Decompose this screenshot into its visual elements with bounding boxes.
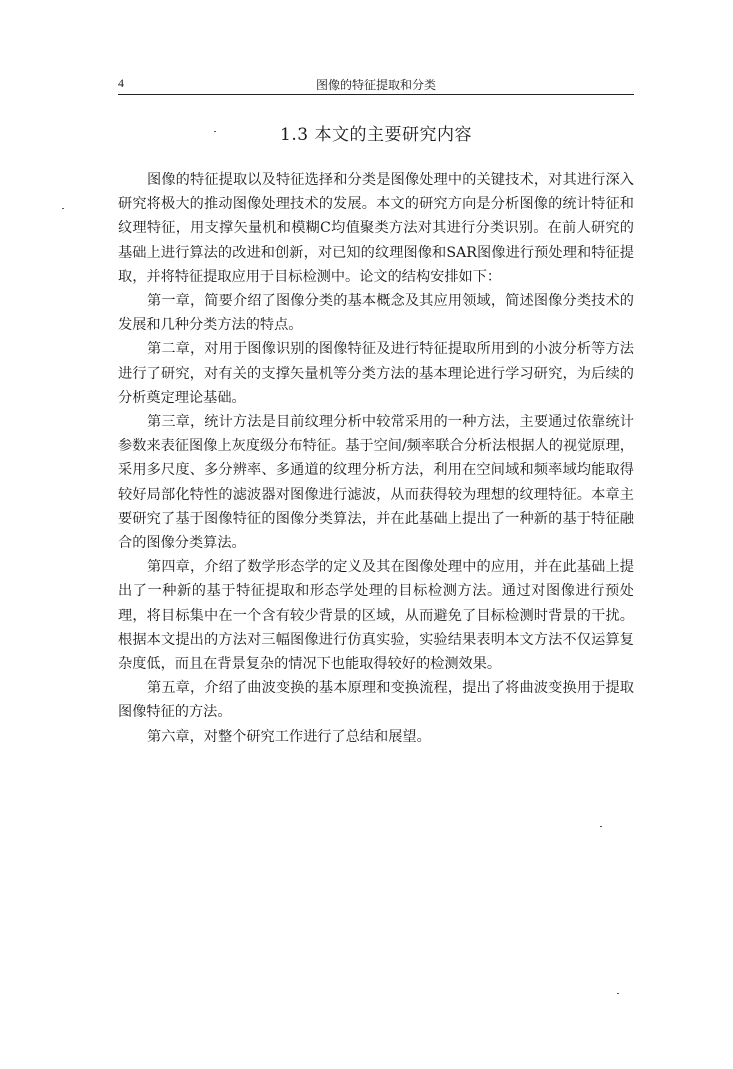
paragraph-intro: 图像的特征提取以及特征选择和分类是图像处理中的关键技术，对其进行深入研究将极大的推动图像处理技术的发展。本文的研究方向是分析图像的统计特征和纹理特征，用支撑矢量机和模糊C均值聚类方法对其进行分类识别。在前人研究的基础上进行算法的改进和创新，对已知的纹理图像和SAR图像进行预处理和特征提取，并将特征提取应用于目标检测中。论文的结构安排如下： xyxy=(118,172,634,285)
paragraph-chapter-6: 第六章，对整个研究工作进行了总结和展望。 xyxy=(147,728,431,745)
running-header xyxy=(118,74,634,95)
scan-speck xyxy=(62,208,64,209)
paragraph-chapter-3: 第三章，统计方法是目前纹理分析中较常采用的一种方法，主要通过依靠统计参数来表征图像上灰度级分布特征。基于空间/频率联合分析法根据人的视觉原理，采用多尺度、多分辨率、多通道的纹理分析方法，利用在空间域和频率域均能取得较好局部化特性的滤波器对图像进行滤波，从而获得较为理想的纹理特征。本章主要研究了基于图像特征的图像分类算法，并在此基础上提出了一种新的基于特征融合的图像分类算法。 xyxy=(118,414,634,552)
scan-speck xyxy=(600,826,602,827)
running-title: 图像的特征提取和分类 xyxy=(315,78,436,92)
paragraph-chapter-1: 第一章，简要介绍了图像分类的基本概念及其应用领域，简述图像分类技术的发展和几种分类方法的特点。 xyxy=(118,293,634,334)
paragraph-chapter-5: 第五章，介绍了曲波变换的基本原理和变换流程，提出了将曲波变换用于提取图像特征的方法。 xyxy=(118,680,634,721)
body-text xyxy=(118,168,634,749)
paragraph-chapter-4: 第四章，介绍了数学形态学的定义及其在图像处理中的应用，并在此基础上提出了一种新的基于特征提取和形态学处理的目标检测方法。通过对图像进行预处理，将目标集中在一个含有较少背景的区域，从而避免了目标检测时背景的干扰。根据本文提出的方法对三幅图像进行仿真实验，实验结果表明本文方法不仅运算复杂度低，而且在背景复杂的情况下也能取得较好的检测效果。 xyxy=(118,559,634,673)
paragraph-chapter-2: 第二章，对用于图像识别的图像特征及进行特征提取所用到的小波分析等方法进行了研究，对有关的支撑矢量机等分类方法的基本理论进行学习研究，为后续的分析奠定理论基础。 xyxy=(118,341,634,406)
scan-speck xyxy=(214,131,216,132)
page-number: 4 xyxy=(118,76,124,90)
section-title: 1.3 本文的主要研究内容 xyxy=(280,125,472,145)
scan-speck xyxy=(617,993,619,994)
